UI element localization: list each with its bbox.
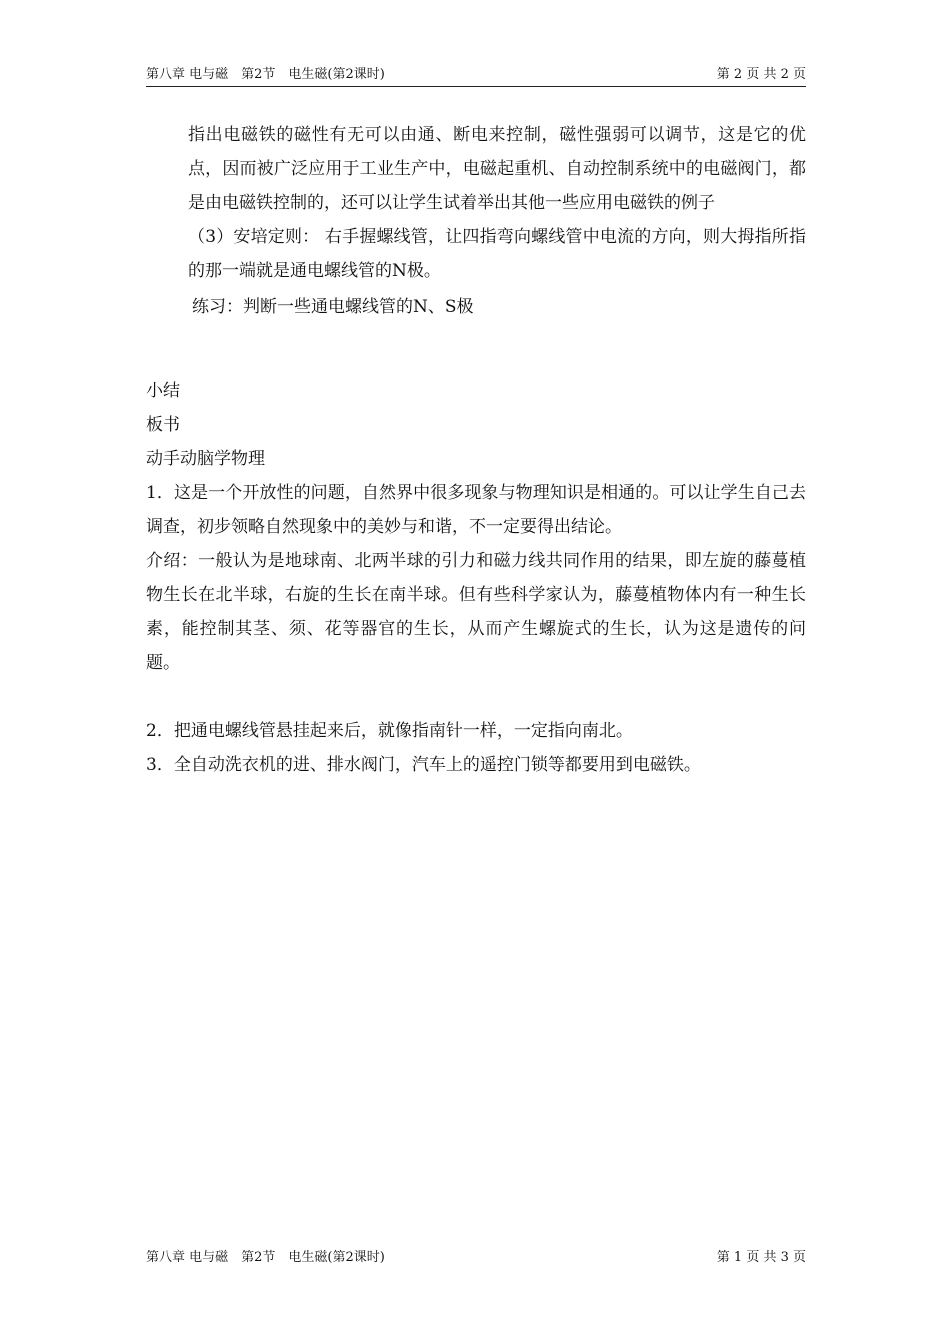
item-1-paragraph: 1．这是一个开放性的问题，自然界中很多现象与物理知识是相通的。可以让学生自己去调查，初步领略自然现象中的美妙与和谐，不一定要得出结论。 (146, 483, 806, 537)
board-heading: 板书 (146, 415, 180, 435)
item-3-paragraph: 3．全自动洗衣机的进、排水阀门，汽车上的遥控门锁等都要用到电磁铁。 (146, 755, 701, 775)
footer-chapter: 第八章 电与磁 第2节 电生磁(第2课时) (146, 1250, 385, 1265)
header-page-number: 第 2 页 共 2 页 (716, 67, 806, 82)
main-content (146, 374, 806, 782)
ampere-rule-paragraph: （3）安培定则： 右手握螺线管，让四指弯向螺线管中电流的方向，则大拇指所指的那一端就是通电螺线管的N极。 (188, 227, 806, 281)
summary-heading: 小结 (146, 381, 180, 401)
indented-content (146, 118, 806, 324)
header-chapter: 第八章 电与磁 第2节 电生磁(第2课时) (146, 67, 385, 82)
item-2-paragraph: 2．把通电螺线管悬挂起来后，就像指南针一样，一定指向南北。 (146, 721, 633, 741)
page-footer (146, 1249, 806, 1269)
intro-paragraph: 介绍：一般认为是地球南、北两半球的引力和磁力线共同作用的结果，即左旋的藤蔓植物生长在北半球，右旋的生长在南半球。但有些科学家认为，藤蔓植物体内有一种生长素，能控制其茎、须、花等器官的生长，从而产生螺旋式的生长，认为这是遗传的问题。 (146, 551, 806, 673)
paragraph-spacer (146, 680, 806, 714)
footer-page-number: 第 1 页 共 3 页 (716, 1250, 806, 1265)
electromagnet-advantage-paragraph: 指出电磁铁的磁性有无可以由通、断电来控制，磁性强弱可以调节，这是它的优点，因而被广泛应用于工业生产中，电磁起重机、自动控制系统中的电磁阀门，都是由电磁铁控制的，还可以让学生试着举出其他一些应用电磁铁的例子 (188, 125, 806, 213)
hands-on-heading: 动手动脑学物理 (146, 449, 265, 469)
practice-paragraph: 练习：判断一些通电螺线管的N、S极 (192, 297, 474, 317)
page-header (146, 66, 806, 87)
